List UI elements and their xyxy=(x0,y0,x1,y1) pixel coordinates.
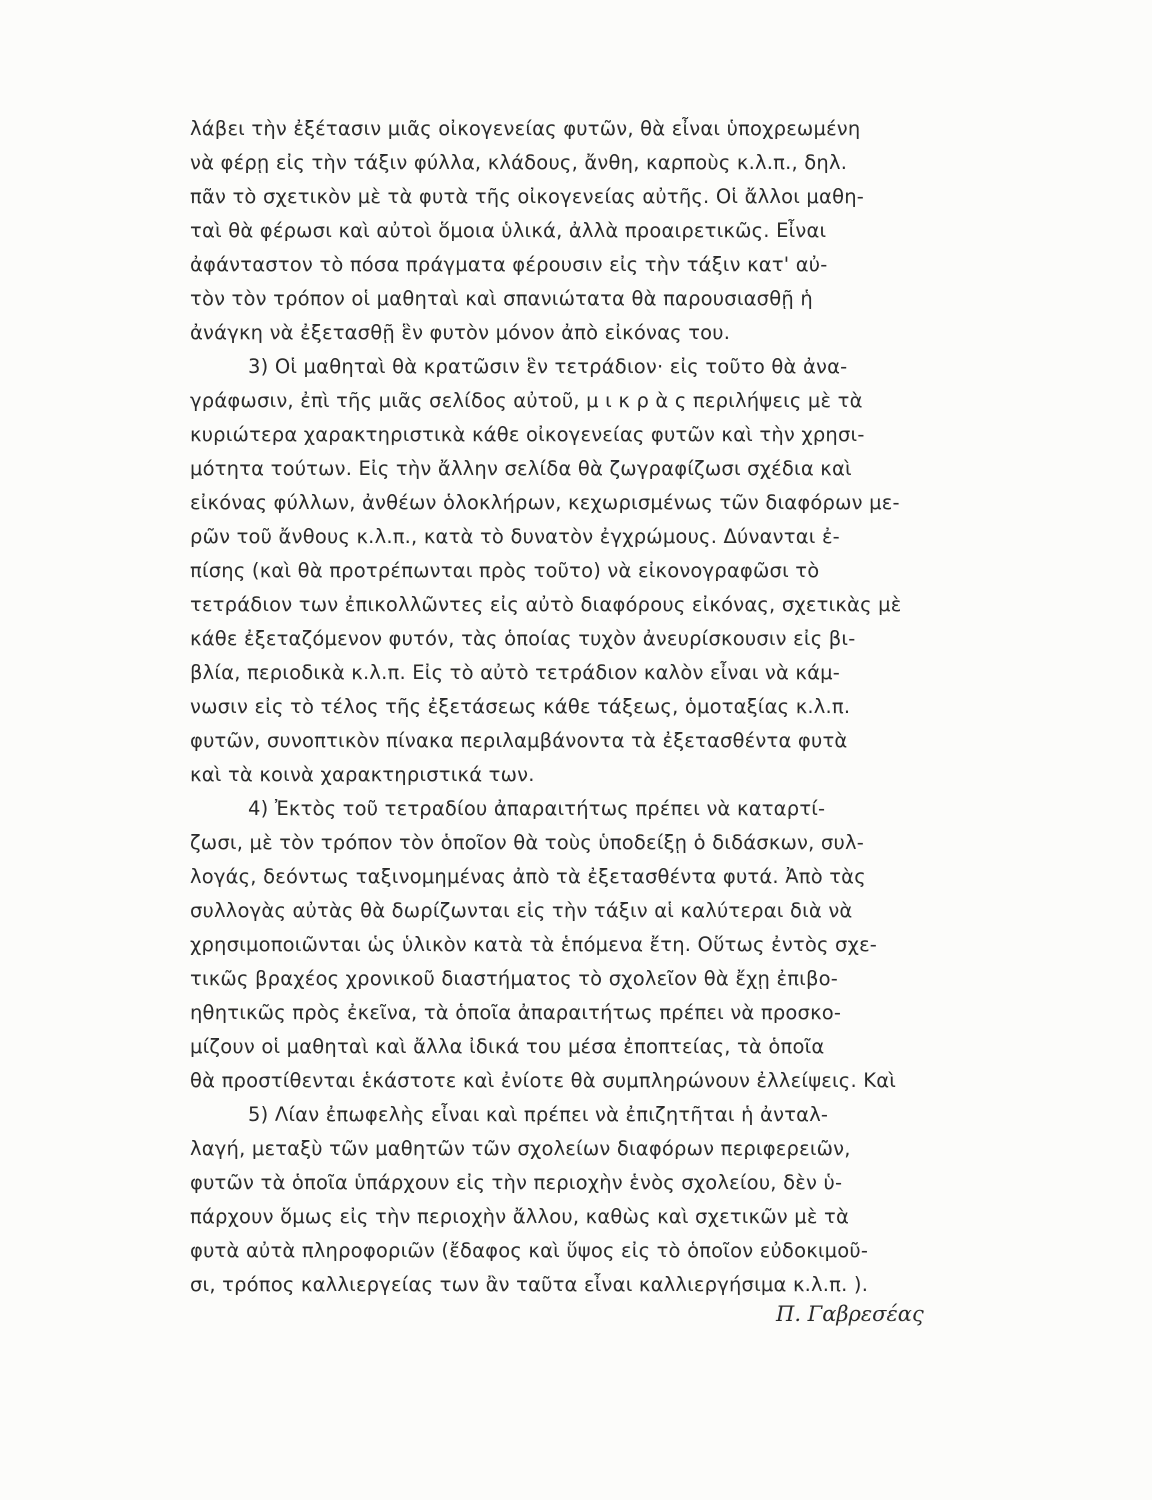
text-line: τικῶς βραχέος χρονικοῦ διαστήματος τὸ σχολεῖον θὰ ἔχῃ ἐπιβο- xyxy=(190,967,838,990)
paragraph-5-start: 5) Λίαν ἐπωφελὴς εἶναι καὶ πρέπει νὰ ἐπιζητῆται ἡ ἀνταλ- xyxy=(248,1103,829,1126)
text-line: νὰ φέρῃ εἰς τὴν τάξιν φύλλα, κλάδους, ἄνθη, καρποὺς κ.λ.π., δηλ. xyxy=(190,151,848,174)
text-line: τὸν τὸν τρόπον οἱ μαθηταὶ καὶ σπανιώτατα θὰ παρουσιασθῇ ἡ xyxy=(190,287,813,310)
text-line: εἰκόνας φύλλων, ἀνθέων ὁλοκλήρων, κεχωρισμένως τῶν διαφόρων με- xyxy=(190,491,900,514)
text-line: λάβει τὴν ἐξέτασιν μιᾶς οἰκογενείας φυτῶν, θὰ εἶναι ὑποχρεωμένη xyxy=(190,117,861,140)
paragraph-4-start: 4) Ἐκτὸς τοῦ τετραδίου ἀπαραιτήτως πρέπει νὰ καταρτί- xyxy=(248,797,826,820)
text-line: ηθητικῶς πρὸς ἐκεῖνα, τὰ ὁποῖα ἀπαραιτήτως πρέπει νὰ προσκο- xyxy=(190,1001,842,1024)
text-line: σι, τρόπος καλλιεργείας των ἂν ταῦτα εἶναι καλλιεργήσιμα κ.λ.π. ). xyxy=(190,1273,869,1296)
text-line: βλία, περιοδικὰ κ.λ.π. Εἰς τὸ αὐτὸ τετράδιον καλὸν εἶναι νὰ κάμ- xyxy=(190,661,841,684)
text-line: ἀνάγκη νὰ ἐξετασθῇ ἓν φυτὸν μόνον ἀπὸ εἰκόνας του. xyxy=(190,321,731,344)
text-line: πάρχουν ὅμως εἰς τὴν περιοχὴν ἄλλου, καθὼς καὶ σχετικῶν μὲ τὰ xyxy=(190,1205,850,1228)
text-line: κάθε ἐξεταζόμενον φυτόν, τὰς ὁποίας τυχὸν ἀνευρίσκουσιν εἰς βι- xyxy=(190,627,856,650)
author-signature: Π. Γαβρεσέας xyxy=(776,1302,924,1326)
text-line: φυτῶν, συνοπτικὸν πίνακα περιλαμβάνοντα τὰ ἐξετασθέντα φυτὰ xyxy=(190,729,848,752)
text-line: μότητα τούτων. Εἰς τὴν ἄλλην σελίδα θὰ ζωγραφίζωσι σχέδια καὶ xyxy=(190,457,852,480)
text-line: πίσης (καὶ θὰ προτρέπωνται πρὸς τοῦτο) νὰ εἰκονογραφῶσι τὸ xyxy=(190,559,820,582)
text-line: ἀφάνταστον τὸ πόσα πράγματα φέρουσιν εἰς τὴν τάξιν κατ' αὐ- xyxy=(190,253,828,276)
text-line: θὰ προστίθενται ἑκάστοτε καὶ ἐνίοτε θὰ συμπληρώνουν ἐλλείψεις. Καὶ xyxy=(190,1069,897,1092)
text-line: γράφωσιν, ἐπὶ τῆς μιᾶς σελίδος αὐτοῦ, μ ι κ ρ ὰ ς περιλήψεις μὲ τὰ xyxy=(190,389,863,412)
text-line: πᾶν τὸ σχετικὸν μὲ τὰ φυτὰ τῆς οἰκογενείας αὐτῆς. Οἱ ἄλλοι μαθη- xyxy=(190,185,865,208)
text-line: κυριώτερα χαρακτηριστικὰ κάθε οἰκογενείας φυτῶν καὶ τὴν χρησι- xyxy=(190,423,865,446)
text-line: καὶ τὰ κοινὰ χαρακτηριστικά των. xyxy=(190,763,535,786)
text-line: φυτὰ αὐτὰ πληροφοριῶν (ἔδαφος καὶ ὕψος εἰς τὸ ὁποῖον εὐδοκιμοῦ- xyxy=(190,1239,869,1262)
text-line: μίζουν οἱ μαθηταὶ καὶ ἄλλα ἰδικά του μέσα ἐποπτείας, τὰ ὁποῖα xyxy=(190,1035,825,1058)
paragraph-3-start: 3) Οἱ μαθηταὶ θὰ κρατῶσιν ἓν τετράδιον· εἰς τοῦτο θὰ ἀνα- xyxy=(248,355,848,378)
text-line: ζωσι, μὲ τὸν τρόπον τὸν ὁποῖον θὰ τοὺς ὑποδείξῃ ὁ διδάσκων, συλ- xyxy=(190,831,864,854)
text-line: λαγή, μεταξὺ τῶν μαθητῶν τῶν σχολείων διαφόρων περιφερειῶν, xyxy=(190,1137,851,1160)
text-line: ρῶν τοῦ ἄνθους κ.λ.π., κατὰ τὸ δυνατὸν ἐγχρώμους. Δύνανται ἐ- xyxy=(190,525,840,548)
text-line: φυτῶν τὰ ὁποῖα ὑπάρχουν εἰς τὴν περιοχὴν ἑνὸς σχολείου, δὲν ὑ- xyxy=(190,1171,843,1194)
text-line: νωσιν εἰς τὸ τέλος τῆς ἐξετάσεως κάθε τάξεως, ὁμοταξίας κ.λ.π. xyxy=(190,695,851,718)
text-line: τετράδιον των ἐπικολλῶντες εἰς αὐτὸ διαφόρους εἰκόνας, σχετικὰς μὲ xyxy=(190,593,902,616)
text-line: χρησιμοποιῶνται ὡς ὑλικὸν κατὰ τὰ ἑπόμενα ἔτη. Οὕτως ἐντὸς σχε- xyxy=(190,933,878,956)
text-line: ταὶ θὰ φέρωσι καὶ αὐτοὶ ὅμοια ὑλικά, ἀλλὰ προαιρετικῶς. Εἶναι xyxy=(190,219,827,242)
text-line: λογάς, δεόντως ταξινομημένας ἀπὸ τὰ ἐξετασθέντα φυτά. Ἀπὸ τὰς xyxy=(190,865,866,888)
text-line: συλλογὰς αὐτὰς θὰ δωρίζωνται εἰς τὴν τάξιν αἱ καλύτεραι διὰ νὰ xyxy=(190,899,853,922)
